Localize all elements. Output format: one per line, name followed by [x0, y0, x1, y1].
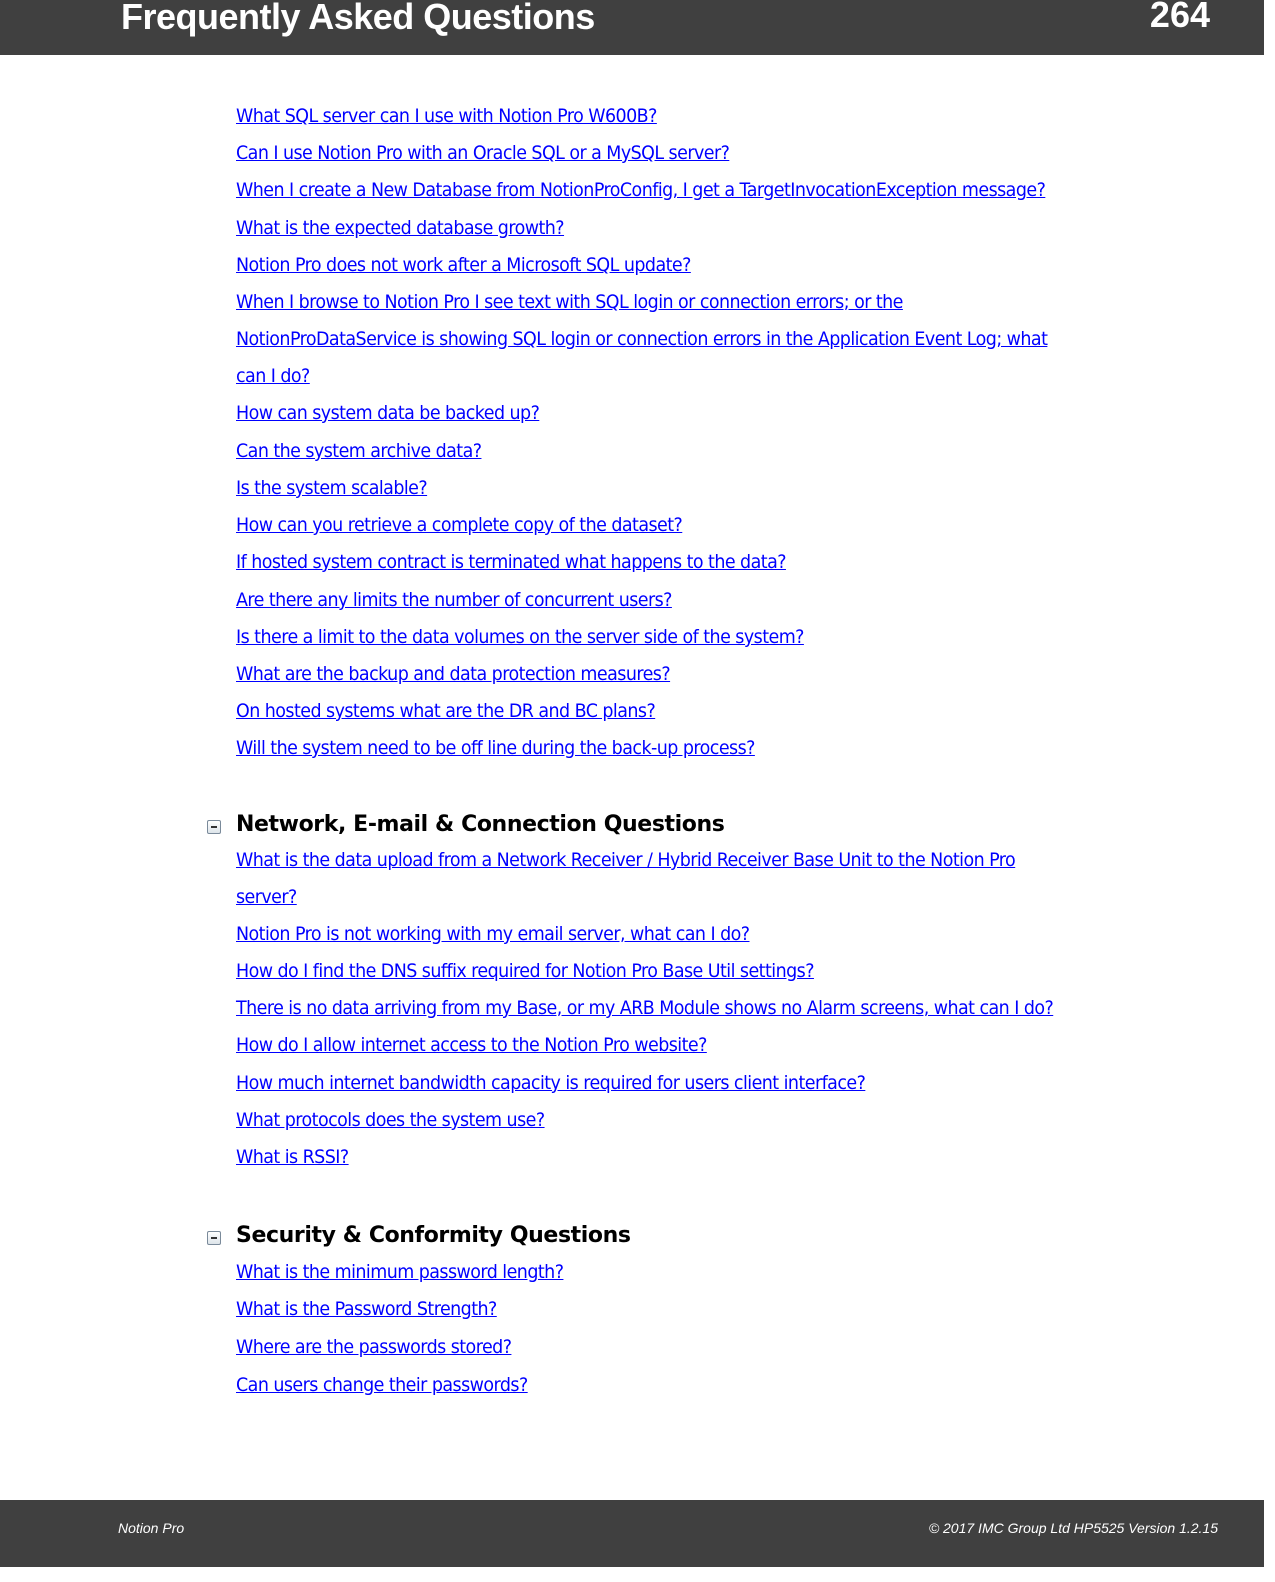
- faq-link[interactable]: How much internet bandwidth capacity is required for users client interface?: [236, 1072, 866, 1094]
- collapse-icon[interactable]: [207, 820, 221, 834]
- faq-link[interactable]: Can I use Notion Pro with an Oracle SQL or a MySQL server?: [236, 142, 730, 164]
- faq-link[interactable]: On hosted systems what are the DR and BC plans?: [236, 700, 656, 722]
- faq-link[interactable]: How do I allow internet access to the Notion Pro website?: [236, 1034, 707, 1056]
- faq-link[interactable]: What is the minimum password length?: [236, 1261, 564, 1283]
- collapse-icon[interactable]: [207, 1231, 221, 1245]
- footer-copyright: © 2017 IMC Group Ltd HP5525 Version 1.2.15: [928, 1520, 1218, 1536]
- page-number: 264: [1149, 0, 1210, 35]
- faq-link[interactable]: How can system data be backed up?: [236, 402, 540, 424]
- faq-link[interactable]: Will the system need to be off line during the back-up process?: [236, 737, 755, 759]
- faq-link[interactable]: Notion Pro does not work after a Microsoft SQL update?: [236, 254, 691, 276]
- faq-link[interactable]: Is there a limit to the data volumes on the server side of the system?: [236, 626, 804, 648]
- faq-link[interactable]: How can you retrieve a complete copy of the dataset?: [236, 514, 683, 536]
- faq-link[interactable]: can I do?: [236, 365, 310, 387]
- faq-link[interactable]: What SQL server can I use with Notion Pro W600B?: [236, 105, 657, 127]
- faq-link[interactable]: What is RSSI?: [236, 1146, 349, 1168]
- faq-link[interactable]: Is the system scalable?: [236, 477, 428, 499]
- faq-link[interactable]: What is the expected database growth?: [236, 217, 565, 239]
- faq-link[interactable]: Notion Pro is not working with my email server, what can I do?: [236, 923, 750, 945]
- faq-link[interactable]: server?: [236, 886, 297, 908]
- faq-link[interactable]: When I browse to Notion Pro I see text with SQL login or connection errors; or the: [236, 291, 903, 313]
- faq-link[interactable]: When I create a New Database from NotionProConfig, I get a TargetInvocationException message?: [236, 179, 1046, 201]
- faq-link[interactable]: What protocols does the system use?: [236, 1109, 545, 1131]
- faq-link[interactable]: Can users change their passwords?: [236, 1374, 528, 1396]
- faq-link[interactable]: Where are the passwords stored?: [236, 1336, 512, 1358]
- faq-link[interactable]: What are the backup and data protection measures?: [236, 663, 671, 685]
- faq-link[interactable]: What is the data upload from a Network Receiver / Hybrid Receiver Base Unit to the Notion Pro: [236, 849, 1016, 871]
- section-heading-security: Security & Conformity Questions: [236, 1223, 631, 1248]
- footer-product: Notion Pro: [118, 1520, 185, 1536]
- faq-link[interactable]: Are there any limits the number of concurrent users?: [236, 589, 672, 611]
- page-header: [0, 0, 1264, 55]
- page-footer: [0, 1500, 1264, 1567]
- section-heading-network: Network, E-mail & Connection Questions: [236, 812, 725, 837]
- faq-link[interactable]: Can the system archive data?: [236, 440, 482, 462]
- faq-link[interactable]: NotionProDataService is showing SQL login or connection errors in the Application Event Log; what: [236, 328, 1048, 350]
- faq-link[interactable]: If hosted system contract is terminated what happens to the data?: [236, 551, 786, 573]
- faq-link[interactable]: What is the Password Strength?: [236, 1298, 497, 1320]
- faq-link[interactable]: There is no data arriving from my Base, or my ARB Module shows no Alarm screens, what can I do?: [236, 997, 1054, 1019]
- page-title: Frequently Asked Questions: [121, 0, 595, 37]
- faq-link[interactable]: How do I find the DNS suffix required for Notion Pro Base Util settings?: [236, 960, 814, 982]
